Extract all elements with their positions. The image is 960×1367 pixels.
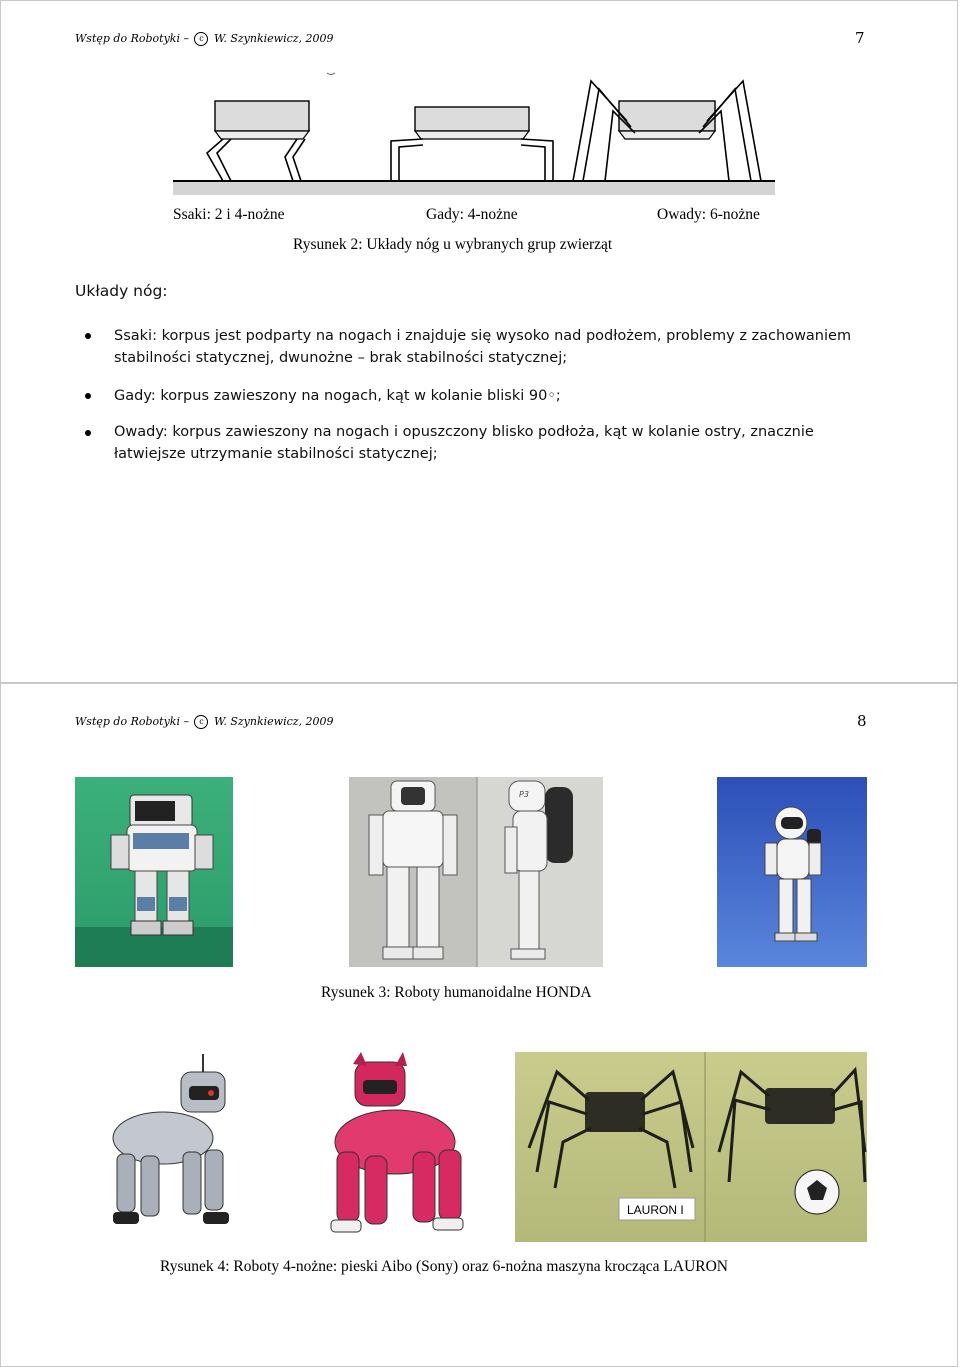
bullet-dot (85, 333, 91, 339)
leg-configuration-diagram (161, 61, 801, 206)
label-insects: Owady: 6-nożne (657, 206, 760, 223)
header-title: Wstęp do Robotyki (75, 32, 180, 45)
figure-3-caption: Rysunek 3: Roboty humanoidalne HONDA (321, 984, 592, 1001)
bullet-reptiles: Gady: korpus zawieszony na nogach, kąt w kolanie bliski 90◦; (114, 388, 561, 404)
photo-honda-p3 (349, 777, 603, 967)
bullet-mammals: Ssaki: korpus jest podparty na nogach i znajduje się wysoko nad podłożem, problemy z zachowaniem stabilności statycznej, dwunożne – brak stabilności statycznej; (114, 328, 852, 366)
photo-honda-p2 (75, 777, 233, 967)
copyright-icon: c (194, 715, 208, 729)
running-header (75, 32, 334, 46)
header-dash: – (183, 715, 189, 728)
bullet-insects: Owady: korpus zawieszony na nogach i opuszczony blisko podłoża, kąt w kolanie ostry, znacznie łatwiejsze utrzymanie stabilności statycznej; (114, 424, 814, 462)
photo-lauron (515, 1052, 867, 1242)
insect-figure (573, 81, 761, 181)
page-7 (0, 0, 958, 683)
running-header (75, 715, 334, 729)
bullet-dot (85, 393, 91, 399)
mammal-figure (207, 101, 309, 181)
header-dash: – (183, 32, 189, 45)
photo-honda-asimo (717, 777, 867, 967)
label-mammals: Ssaki: 2 i 4-nożne (173, 206, 285, 223)
header-author: W. Szynkiewicz, 2009 (213, 32, 334, 45)
figure-4-caption: Rysunek 4: Roboty 4-nożne: pieski Aibo (Sony) oraz 6-nożna maszyna krocząca LAURON (160, 1258, 729, 1275)
page-number: 8 (857, 712, 867, 730)
figure-2-caption: Rysunek 2: Układy nóg u wybranych grup zwierząt (293, 236, 613, 253)
header-title: Wstęp do Robotyki (75, 715, 180, 728)
section-heading: Układy nóg: (75, 282, 168, 300)
copyright-icon: c (194, 32, 208, 46)
photo-aibo-silver (93, 1052, 243, 1242)
page-number: 7 (855, 29, 865, 47)
page-8 (0, 683, 958, 1367)
bullet-dot (85, 430, 91, 436)
ground-strip (173, 181, 775, 195)
header-author: W. Szynkiewicz, 2009 (213, 715, 334, 728)
lauron-label: LAURON I (627, 1203, 684, 1217)
label-reptiles: Gady: 4-nożne (426, 206, 518, 223)
photo-aibo-pink (295, 1052, 485, 1242)
reptile-figure (391, 107, 553, 181)
p3-label: P3 (519, 790, 529, 799)
